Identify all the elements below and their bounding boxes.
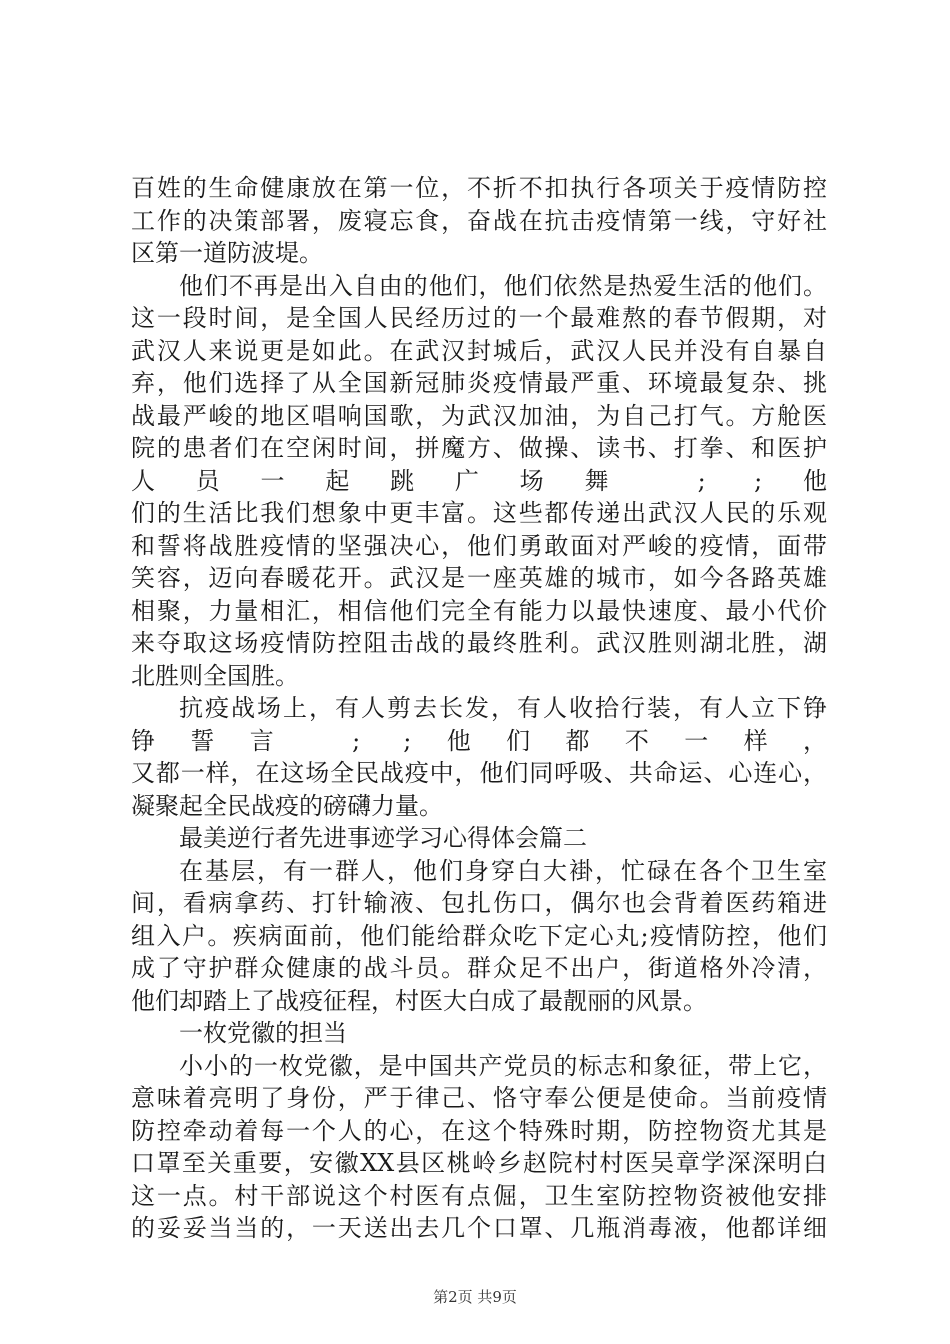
text-line: 凝聚起全民战疫的磅礴力量。 bbox=[131, 791, 443, 820]
text-line: 在基层，有一群人，他们身穿白大褂，忙碌在各个卫生室 bbox=[179, 856, 827, 885]
text-line: 弃，他们选择了从全国新冠肺炎疫情最严重、环境最复杂、挑 bbox=[131, 369, 827, 397]
text-line: 区第一道防波堤。 bbox=[131, 239, 323, 267]
text-line: 院的患者们在空闲时间，拼魔方、做操、读书、打拳、和医护 bbox=[131, 434, 827, 462]
text-line: 百姓的生命健康放在第一位，不折不扣执行各项关于疫情防控 bbox=[131, 174, 827, 202]
text-line: 和誓将战胜疫情的坚强决心，他们勇敢面对严峻的疫情，面带 bbox=[131, 531, 827, 560]
page-footer: 第2页 共9页 bbox=[433, 1288, 517, 1306]
text-line: 笑容，迈向春暖花开。武汉是一座英雄的城市，如今各路英雄 bbox=[131, 564, 827, 592]
text-line: 来夺取这场疫情防控阻击战的最终胜利。武汉胜则湖北胜，湖 bbox=[131, 629, 827, 657]
text-line: 人员一起跳广场舞 ; ;他 bbox=[131, 466, 827, 495]
text-line: 北胜则全国胜。 bbox=[131, 661, 299, 690]
text-line: 这一段时间，是全国人民经历过的一个最难熬的春节假期，对 bbox=[131, 304, 827, 332]
text-line: 武汉人来说更是如此。在武汉封城后，武汉人民并没有自暴自 bbox=[131, 336, 827, 365]
text-line: 间，看病拿药、打针输液、包扎伤口，偶尔也会背着医药箱进 bbox=[131, 889, 827, 917]
text-line: 相聚，力量相汇，相信他们完全有能力以最快速度、最小代价 bbox=[131, 596, 827, 625]
text-line: 抗疫战场上，有人剪去长发，有人收拾行装，有人立下铮 bbox=[179, 694, 827, 722]
text-line: 又都一样，在这场全民战疫中，他们同呼吸、共命运、心连心， bbox=[131, 759, 827, 787]
text-line: 意味着亮明了身份，严于律己、恪守奉公便是使命。当前疫情 bbox=[131, 1084, 827, 1112]
text-line: 他们不再是出入自由的他们，他们依然是热爱生活的他们。 bbox=[179, 271, 827, 300]
text-line: 一枚党徽的担当 bbox=[179, 1019, 347, 1047]
text-line: 这一点。村干部说这个村医有点倔，卫生室防控物资被他安排 bbox=[131, 1181, 827, 1210]
text-line: 组入户。疾病面前，他们能给群众吃下定心丸;疫情防控，他们 bbox=[131, 921, 827, 950]
text-line: 铮誓言 ; ;他们都不一样， bbox=[131, 726, 827, 755]
text-line: 防控牵动着每一个人的心，在这个特殊时期，防控物资尤其是 bbox=[131, 1116, 827, 1145]
text-line: 最美逆行者先进事迹学习心得体会篇二 bbox=[179, 824, 587, 852]
text-line: 成了守护群众健康的战斗员。群众足不出户，街道格外冷清， bbox=[131, 954, 827, 982]
text-line: 工作的决策部署，废寝忘食，奋战在抗击疫情第一线，守好社 bbox=[131, 206, 827, 235]
text-line: 战最严峻的地区唱响国歌，为武汉加油，为自己打气。方舱医 bbox=[131, 401, 827, 430]
text-line: 们的生活比我们想象中更丰富。这些都传递出武汉人民的乐观 bbox=[131, 499, 827, 527]
text-line: 小小的一枚党徽，是中国共产党员的标志和象征，带上它， bbox=[179, 1051, 827, 1080]
text-line: 的妥妥当当的，一天送出去几个口罩、几瓶消毒液，他都详细 bbox=[131, 1214, 827, 1242]
text-line: 口罩至关重要，安徽XX县区桃岭乡赵院村村医吴章学深深明白 bbox=[131, 1149, 827, 1177]
document-body bbox=[131, 172, 827, 1245]
text-line: 他们却踏上了战疫征程，村医大白成了最靓丽的风景。 bbox=[131, 986, 707, 1015]
